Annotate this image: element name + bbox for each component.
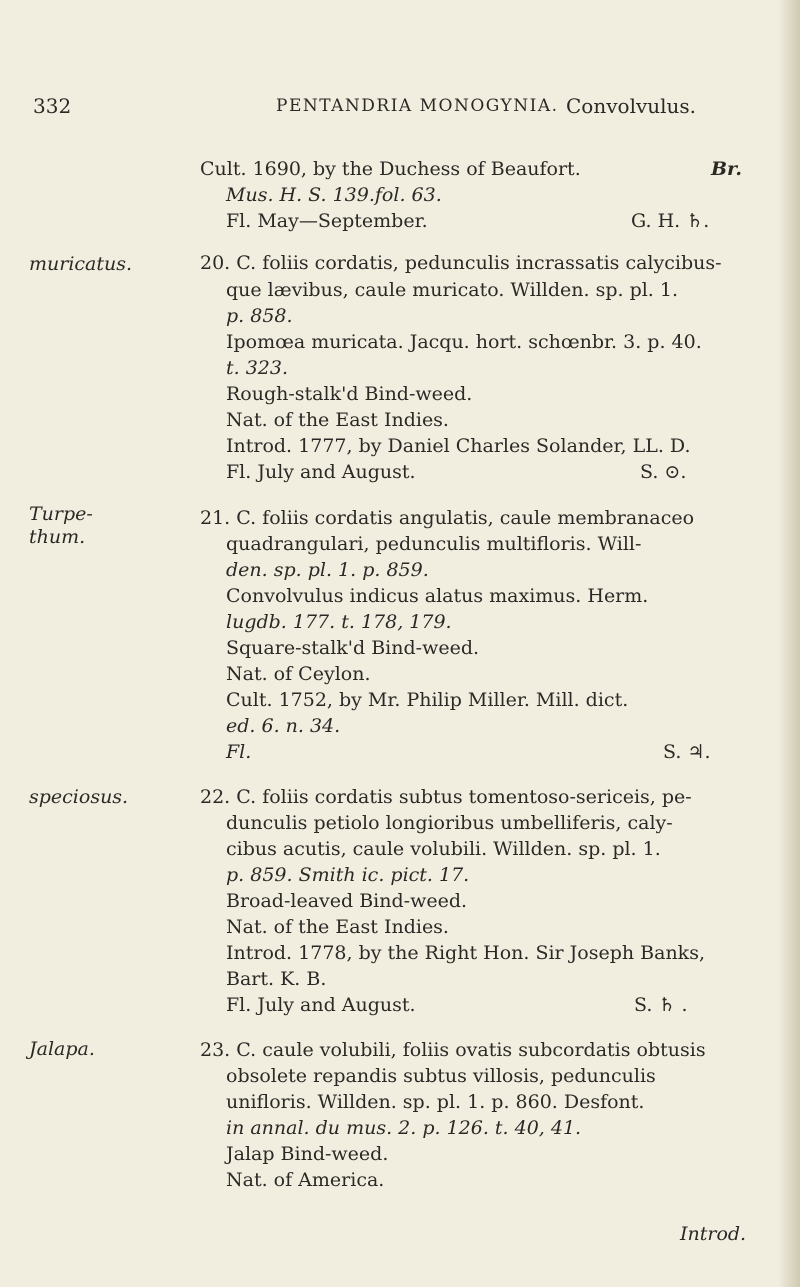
text-line: Rough-stalk'd Bind-weed. [226,383,473,405]
text-line: Ipomœa muricata. Jacqu. hort. schœnbr. 3. p. 40. [226,331,702,353]
text-line: Bart. K. B. [226,968,327,990]
text-line: t. 323. [226,357,289,379]
text-line-right: S. ♄ . [634,994,688,1016]
text-line-right: S. ⊙. [640,461,687,483]
text-line: Fl. July and August. [226,461,416,483]
text-line: 23. C. caule volubili, foliis ovatis subcordatis obtusis [200,1039,706,1061]
margin-label: speciosus. [29,786,129,808]
text-line: Fl. [226,741,252,763]
text-line-right: Br. [711,158,742,180]
text-line: Convolvulus indicus alatus maximus. Herm. [226,585,649,607]
running-title: PENTANDRIA MONOGYNIA. [276,96,559,116]
text-line: Nat. of Ceylon. [226,663,371,685]
text-line-right: G. H. ♄. [631,210,710,232]
text-line: Mus. H. S. 139.fol. 63. [226,184,442,206]
text-line: Square-stalk'd Bind-weed. [226,637,480,659]
text-line: Nat. of America. [226,1169,385,1191]
text-line: p. 859. Smith ic. pict. 17. [226,864,470,886]
margin-label-b: thum. [29,526,86,548]
text-line: 21. C. foliis cordatis angulatis, caule membranaceo [200,507,695,529]
text-line: Introd. 1777, by Daniel Charles Solander, LL. D. [226,435,691,457]
page-edge-shadow [778,0,800,1287]
text-line: 20. C. foliis cordatis, pedunculis incrassatis calycibus- [200,252,722,274]
text-line: Introd. 1778, by the Right Hon. Sir Joseph Banks, [226,942,705,964]
text-line: Fl. July and August. [226,994,416,1016]
text-line: den. sp. pl. 1. p. 859. [226,559,429,581]
text-line: Broad-leaved Bind-weed. [226,890,468,912]
text-line: Jalap Bind-weed. [226,1143,389,1165]
text-line: Cult. 1752, by Mr. Philip Miller. Mill. dict. [226,689,629,711]
margin-label: Jalapa. [29,1038,95,1060]
genus-title: Convolvulus. [566,94,697,118]
catchword: Introd. [680,1223,747,1245]
text-line: quadrangulari, pedunculis multifloris. Will- [226,533,642,555]
text-line: in annal. du mus. 2. p. 126. t. 40, 41. [226,1117,582,1139]
text-line: obsolete repandis subtus villosis, pedunculis [226,1065,656,1087]
text-line: cibus acutis, caule volubili. Willden. sp. pl. 1. [226,838,661,860]
margin-label-a: Turpe- [29,503,93,525]
text-line: Cult. 1690, by the Duchess of Beaufort. [200,158,581,180]
text-line: p. 858. [226,305,293,327]
text-line-right: S. ♃. [663,741,711,763]
text-line: dunculis petiolo longioribus umbelliferis, caly- [226,812,673,834]
text-line: Nat. of the East Indies. [226,409,449,431]
text-line: 22. C. foliis cordatis subtus tomentoso-sericeis, pe- [200,786,692,808]
text-line: unifloris. Willden. sp. pl. 1. p. 860. Desfont. [226,1091,645,1113]
text-line: Fl. May—September. [226,210,428,232]
text-line: lugdb. 177. t. 178, 179. [226,611,452,633]
text-line: Nat. of the East Indies. [226,916,449,938]
text-line: que lævibus, caule muricato. Willden. sp. pl. 1. [226,279,679,301]
margin-label: muricatus. [29,253,133,275]
page-number: 332 [33,94,72,118]
text-line: ed. 6. n. 34. [226,715,341,737]
